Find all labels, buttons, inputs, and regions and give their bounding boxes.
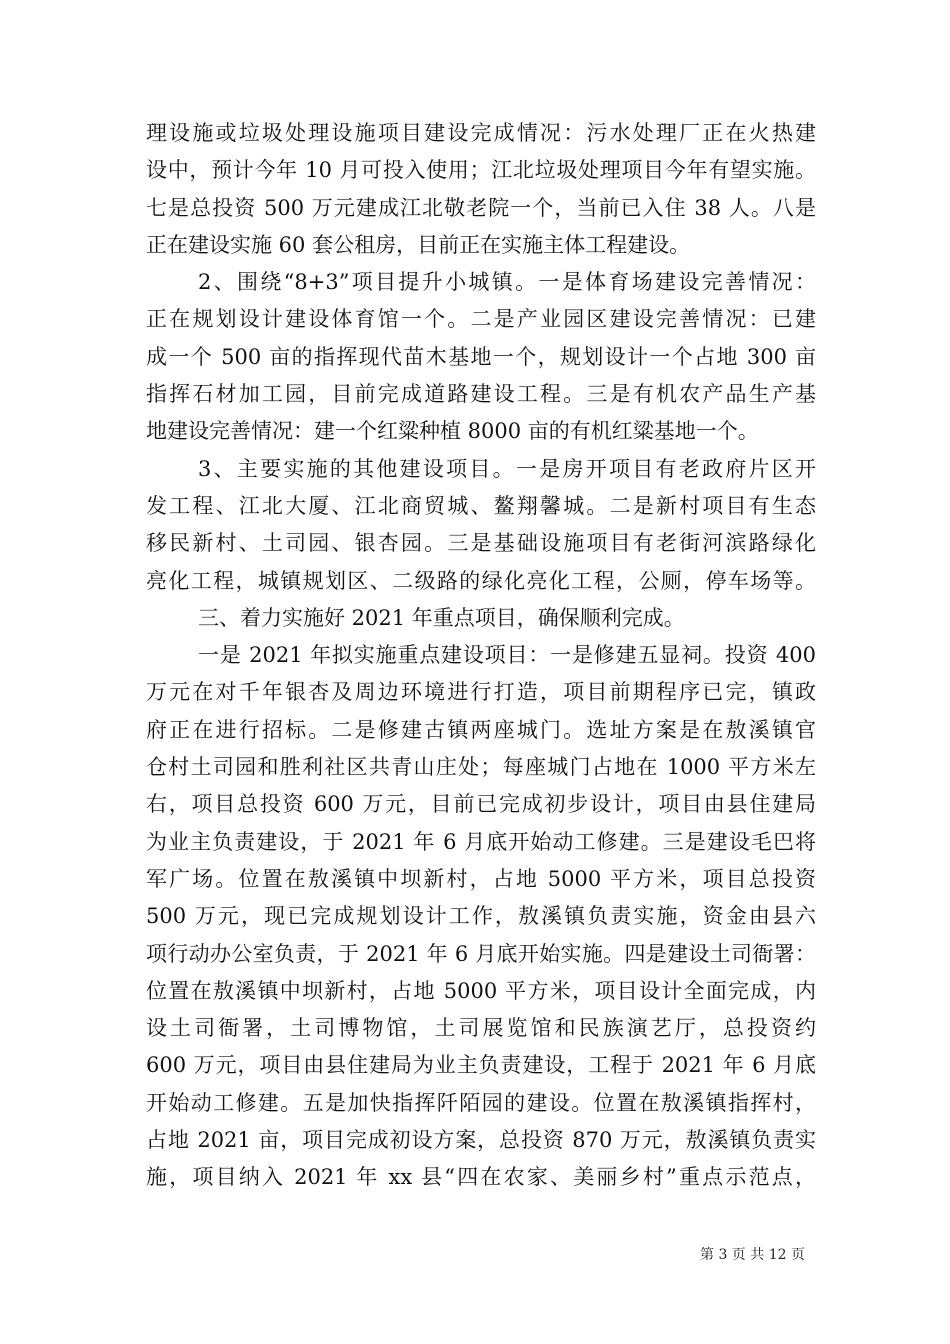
text-line-2: 设中，预计今年 10 月可投入使用；江北垃圾处理项目今年有望实施。	[146, 158, 816, 183]
text-line-16: 万元在对千年银杏及周边环境进行打造，项目前期程序已完，镇政	[146, 680, 816, 705]
text-line-9: 地建设完善情况：建一个红粱种植 8000 亩的有机红粱基地一个。	[146, 419, 759, 444]
text-line-21: 军广场。位置在敖溪镇中坝新村，占地 5000 平方米，项目总投资	[146, 866, 816, 891]
text-line-10: 3、主要实施的其他建设项目。一是房开项目有老政府片区开	[198, 456, 816, 481]
section-heading: 三、着力实施好 2021 年重点项目，确保顺利完成。	[198, 605, 685, 630]
text-line-23: 项行动办公室负责，于 2021 年 6 月底开始实施。四是建设土司衙署：	[146, 941, 816, 966]
document-body	[146, 115, 816, 1197]
text-line-4: 正在建设实施 60 套公租房，目前正在实施主体工程建设。	[146, 232, 691, 257]
text-line-7: 成一个 500 亩的指挥现代苗木基地一个，规划设计一个占地 300 亩	[146, 344, 816, 369]
text-line-25: 设土司衙署，土司博物馆，土司展览馆和民族演艺厅，总投资约	[146, 1016, 816, 1041]
text-line-28: 占地 2021 亩，项目完成初设方案，总投资 870 万元，敖溪镇负责实	[146, 1128, 816, 1153]
text-line-27: 开始动工修建。五是加快指挥阡陌园的建设。位置在敖溪镇指挥村，	[146, 1090, 816, 1115]
text-line-1: 理设施或垃圾处理设施项目建设完成情况：污水处理厂正在火热建	[146, 121, 816, 145]
text-line-18: 仓村土司园和胜利社区共青山庄处；每座城门占地在 1000 平方米左	[146, 755, 816, 780]
text-line-24: 位置在敖溪镇中坝新村，占地 5000 平方米，项目设计全面完成，内	[146, 978, 816, 1003]
text-line-20: 为业主负责建设，于 2021 年 6 月底开始动工修建。三是建设毛巴将	[146, 829, 816, 854]
text-line-29: 施，项目纳入 2021 年 xx 县“四在农家、美丽乡村”重点示范点，	[146, 1165, 816, 1190]
page-number-footer: 第 3 页 共 12 页	[700, 1247, 805, 1263]
text-line-3: 七是总投资 500 万元建成江北敬老院一个，当前已入住 38 人。八是	[146, 195, 816, 220]
text-line-13: 亮化工程，城镇规划区、二级路的绿化亮化工程，公厕，停车场等。	[146, 568, 816, 593]
text-line-15: 一是 2021 年拟实施重点建设项目：一是修建五显祠。投资 400	[198, 643, 816, 668]
text-line-12: 移民新村、土司园、银杏园。三是基础设施项目有老街河滨路绿化	[146, 531, 816, 556]
text-line-26: 600 万元，项目由县住建局为业主负责建设，工程于 2021 年 6 月底	[146, 1053, 816, 1078]
text-line-22: 500 万元，现已完成规划设计工作，敖溪镇负责实施，资金由县六	[146, 904, 816, 929]
text-line-6: 正在规划设计建设体育馆一个。二是产业园区建设完善情况：已建	[146, 307, 816, 332]
text-line-8: 指挥石材加工园，目前完成道路建设工程。三是有机农产品生产基	[146, 382, 816, 407]
text-line-17: 府正在进行招标。二是修建古镇两座城门。选址方案是在敖溪镇官	[146, 717, 816, 742]
text-line-19: 右，项目总投资 600 万元，目前已完成初步设计，项目由县住建局	[146, 792, 816, 817]
text-line-11: 发工程、江北大厦、江北商贸城、鳌翔馨城。二是新村项目有生态	[146, 493, 816, 518]
text-line-5: 2、围绕“8+3”项目提升小城镇。一是体育场建设完善情况：	[198, 270, 816, 295]
